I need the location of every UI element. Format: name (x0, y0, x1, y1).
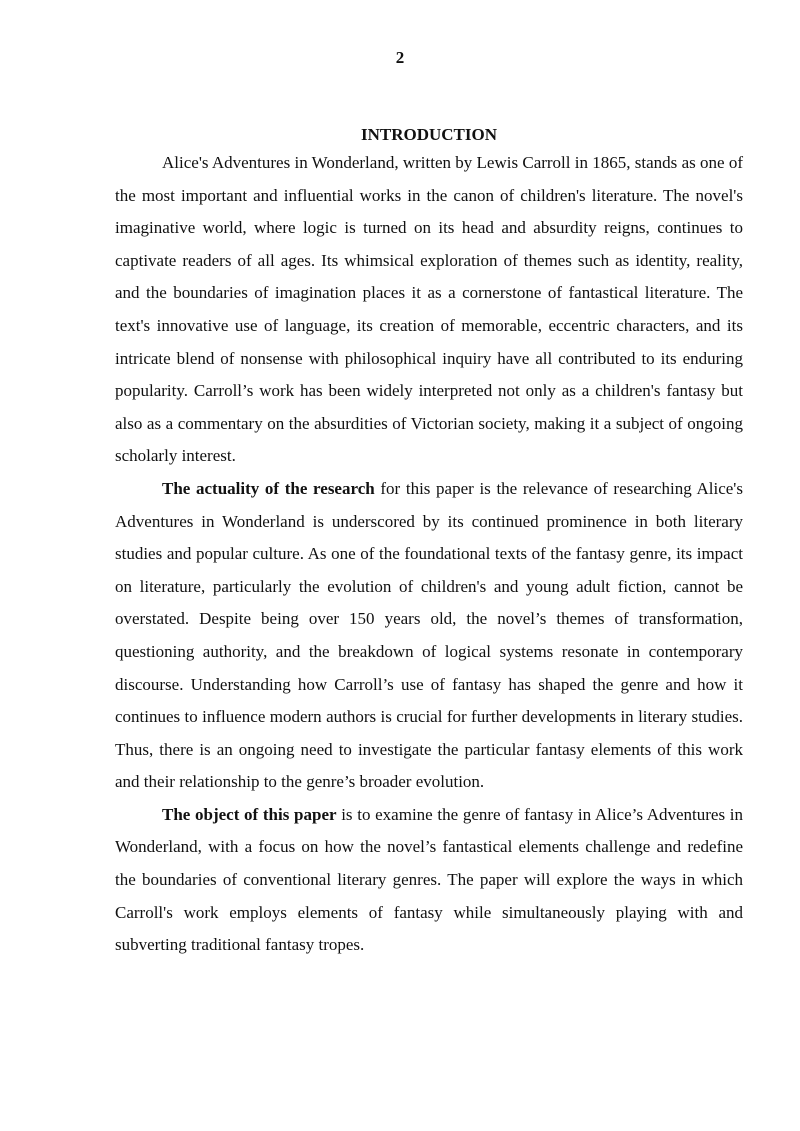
paragraph-object (115, 799, 743, 962)
paragraph-lead: The object of this paper (162, 804, 337, 824)
paragraph-actuality (115, 473, 743, 799)
document-body (115, 123, 743, 962)
section-heading: INTRODUCTION (360, 125, 498, 144)
paragraph-text: Alice's Adventures in Wonderland, written by Lewis Carroll in 1865, stands as one of the most important and influential works in the canon of children's literature. The novel's imaginative world, where logic is turned on its head and absurdity reigns, continues to captivate readers of all ages. Its whimsical exploration of themes such as identity, reality, and the boundaries of imagination places it as a cornerstone of fantastical literature. The text's innovative use of language, its creation of memorable, eccentric characters, and its intricate blend of nonsense with philosophical inquiry have all contributed to its enduring popularity. Carroll’s work has been widely interpreted not only as a children's fantasy but also as a commentary on the absurdities of Victorian society, making it a subject of ongoing scholarly interest. (115, 153, 743, 466)
paragraph-text: for this paper is the relevance of researching Alice's Adventures in Wonderland is underscored by its continued prominence in both literary studies and popular culture. As one of the foundational texts of the fantasy genre, its impact on literature, particularly the evolution of children's and young adult fiction, cannot be overstated. Despite being over 150 years old, the novel’s themes of transformation, questioning authority, and the breakdown of logical systems resonate in contemporary discourse. Understanding how Carroll’s use of fantasy has shaped the genre and how it continues to influence modern authors is crucial for further developments in literary studies. Thus, there is an ongoing need to investigate the particular fantasy elements of this work and their relationship to the genre’s broader evolution. (115, 478, 743, 792)
paragraph-introduction (115, 147, 743, 473)
paragraph-lead: The actuality of the research (162, 478, 375, 498)
page-number: 2 (395, 48, 405, 67)
paragraph-text: is to examine the genre of fantasy in Alice’s Adventures in Wonderland, with a focus on how the novel’s fantastical elements challenge and redefine the boundaries of conventional literary genres. The paper will explore the ways in which Carroll's work employs elements of fantasy while simultaneously playing with and subverting traditional fantasy tropes. (115, 804, 743, 955)
